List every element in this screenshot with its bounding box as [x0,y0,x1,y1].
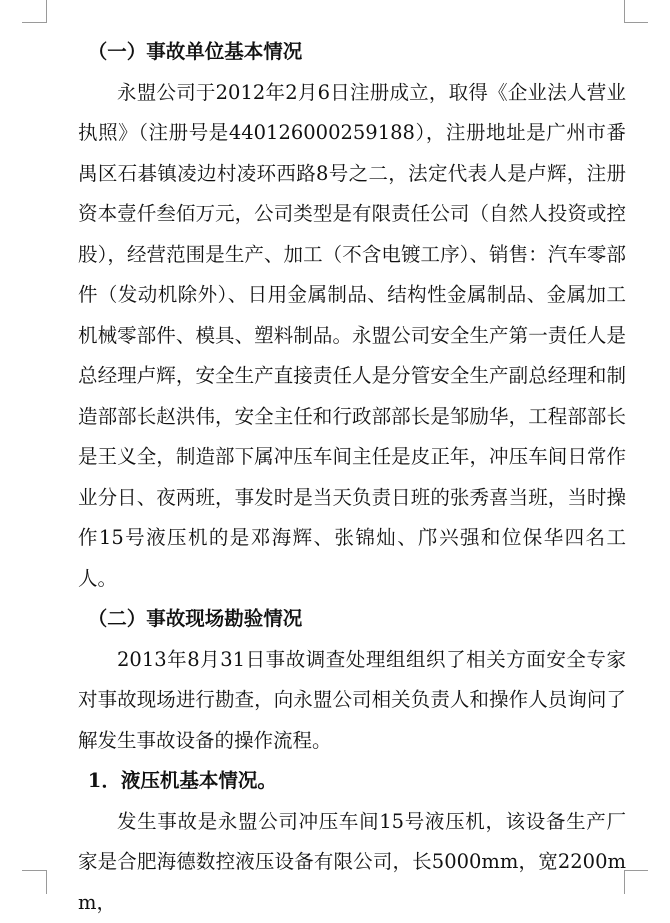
document-body [78,32,626,923]
crop-mark-top-left-v [46,0,47,23]
paragraph-press-info: 发生事故是永盟公司冲压车间15号液压机，该设备生产厂家是合肥海德数控液压设备有限公司，长5000mm，宽2200mm， [78,802,626,923]
crop-mark-top-right-v [624,0,625,23]
paragraph-company-info: 永盟公司于2012年2月6日注册成立，取得《企业法人营业执照》（注册号是440126000259188），注册地址是广州市番禺区石碁镇凌边村凌环西路8号之二，法定代表人是卢辉，注册资本壹仟叁佰万元，公司类型是有限责任公司（自然人投资或控股），经营范围是生产、加工（不含电镀工序）、销售：汽车零部件（发动机除外）、日用金属制品、结构性金属制品、金属加工机械零部件、模具、塑料制品。永盟公司安全生产第一责任人是总经理卢辉，安全生产直接责任人是分管安全生产副总经理和制造部部长赵洪伟，安全主任和行政部部长是邹励华，工程部部长是王义全，制造部下属冲压车间主任是皮正年，冲压车间日常作业分日、夜两班，事发时是当天负责日班的张秀喜当班，当时操作15号液压机的是邓海辉、张锦灿、邝兴强和位保华四名工人。 [78,73,626,600]
crop-mark-bottom-left-h [22,870,46,871]
paragraph-site-survey: 2013年8月31日事故调查处理组组织了相关方面安全专家对事故现场进行勘查，向永盟公司相关负责人和操作人员询问了解发生事故设备的操作流程。 [78,640,626,762]
section-heading-2: （二）事故现场勘验情况 [78,599,626,640]
crop-mark-bottom-right-h [624,870,648,871]
crop-mark-top-left-h [22,22,46,23]
crop-mark-top-right-h [624,22,648,23]
subsection-heading-1: 1．液压机基本情况。 [78,761,626,802]
crop-mark-bottom-left-v [46,870,47,894]
section-heading-1: （一）事故单位基本情况 [78,32,626,73]
